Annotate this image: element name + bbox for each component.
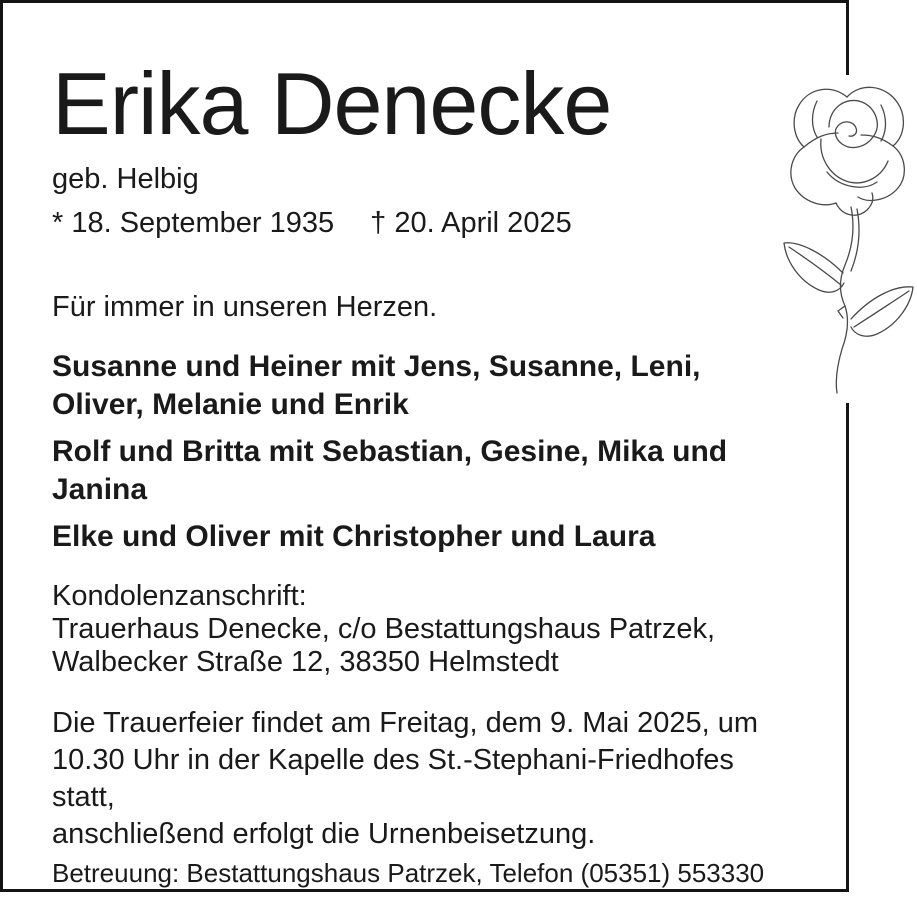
maiden-name: geb. Helbig: [52, 163, 199, 195]
service-line-2: 10.30 Uhr in der Kapelle des St.-Stephani-Friedhofes statt,: [52, 744, 734, 813]
birth-date: * 18. September 1935: [52, 207, 335, 239]
service-line-1: Die Trauerfeier findet am Freitag, dem 9. Mai 2025, um: [52, 707, 758, 739]
funeral-home-contact: Betreuung: Bestattungshaus Patrzek, Telefon (05351) 553330: [52, 858, 765, 888]
frame-border-top: [0, 0, 849, 3]
death-date: † 20. April 2025: [370, 207, 572, 239]
mourner-family-1: [52, 348, 794, 424]
life-dates: [52, 206, 794, 240]
rose-icon: [781, 75, 917, 403]
rose-illustration: [781, 75, 917, 403]
condolence-line-2: Walbecker Straße 12, 38350 Helmstedt: [52, 646, 559, 678]
mourner-family-3-line-1: Elke und Oliver mit Christopher und Laura: [52, 520, 656, 553]
memorial-phrase: Für immer in unseren Herzen.: [52, 291, 438, 323]
service-line-3: anschließend erfolgt die Urnenbeisetzung.: [52, 818, 596, 850]
mourner-family-1-line-2: Oliver, Melanie und Enrik: [52, 388, 409, 421]
mourners-list: [52, 348, 794, 556]
mourner-family-2: [52, 433, 794, 509]
frame-border-bottom: [0, 889, 849, 892]
mourner-family-1-line-1: Susanne und Heiner mit Jens, Susanne, Leni,: [52, 350, 701, 383]
condolence-label: Kondolenzanschrift:: [52, 580, 307, 612]
mourner-family-2-line-1: Rolf und Britta mit Sebastian, Gesine, Mika und: [52, 435, 728, 468]
mourner-family-2-line-2: Janina: [52, 473, 148, 506]
frame-border-left: [0, 0, 3, 892]
condolence-address: [52, 580, 794, 679]
obituary-content: [52, 54, 794, 889]
deceased-name: Erika Denecke: [52, 54, 612, 153]
condolence-line-1: Trauerhaus Denecke, c/o Bestattungshaus Patrzek,: [52, 613, 716, 645]
mourner-family-3: [52, 518, 794, 556]
funeral-service-info: [52, 705, 794, 853]
